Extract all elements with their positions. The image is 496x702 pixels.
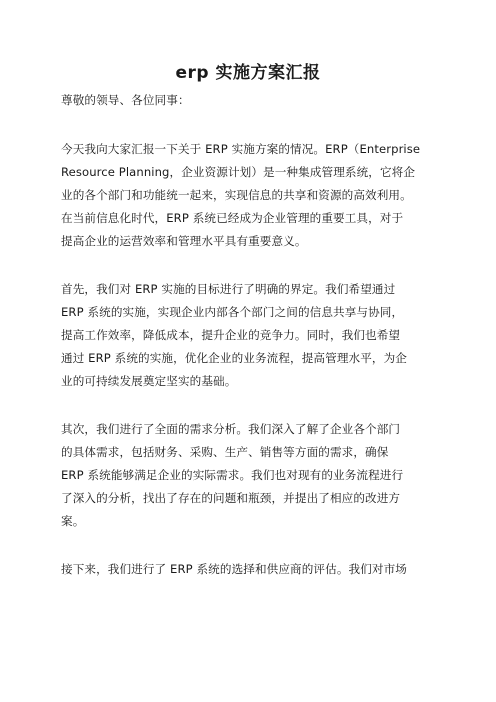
paragraph-3-line-5: 案。 [61, 514, 85, 528]
paragraph-2-line-4: 通过 ERP 系统的实施，优化企业的业务流程，提高管理水平，为企 [61, 351, 407, 365]
paragraph-3-line-1: 其次，我们进行了全面的需求分析。我们深入了解了企业各个部门 [61, 422, 401, 436]
paragraph-1-line-5: 提高企业的运营效率和管理水平具有重要意义。 [61, 234, 307, 248]
paragraph-4-line-1: 接下来，我们进行了 ERP 系统的选择和供应商的评估。我们对市场 [61, 562, 407, 576]
paragraph-1-line-3: 业的各个部门和功能统一起来，实现信息的共享和资源的高效利用。 [61, 188, 412, 202]
document-title: erp 实施方案汇报 [175, 63, 321, 83]
paragraph-3-line-4: 了深入的分析，找出了存在的问题和瓶颈，并提出了相应的改进方 [61, 491, 401, 505]
paragraph-1-line-2: Resource Planning，企业资源计划）是一种集成管理系统，它将企 [61, 165, 416, 179]
paragraph-1-line-1: 今天我向大家汇报一下关于 ERP 实施方案的情况。ERP（Enterprise [61, 142, 421, 156]
paragraph-2-line-3: 提高工作效率，降低成本，提升企业的竞争力。同时，我们也希望 [61, 328, 401, 342]
paragraph-3-line-3: ERP 系统能够满足企业的实际需求。我们也对现有的业务流程进行 [61, 468, 404, 482]
paragraph-3-line-2: 的具体需求，包括财务、采购、生产、销售等方面的需求，确保 [61, 445, 389, 459]
paragraph-2-line-5: 业的可持续发展奠定坚实的基础。 [61, 374, 237, 388]
paragraph-1-line-4: 在当前信息化时代，ERP 系统已经成为企业管理的重要工具，对于 [61, 211, 404, 225]
greeting-text: 尊敬的领导、各位同事： [61, 93, 190, 107]
paragraph-2-line-2: ERP 系统的实施，实现企业内部各个部门之间的信息共享与协同， [61, 305, 404, 319]
paragraph-2-line-1: 首先，我们对 ERP 实施的目标进行了明确的界定。我们希望通过 [61, 282, 396, 296]
